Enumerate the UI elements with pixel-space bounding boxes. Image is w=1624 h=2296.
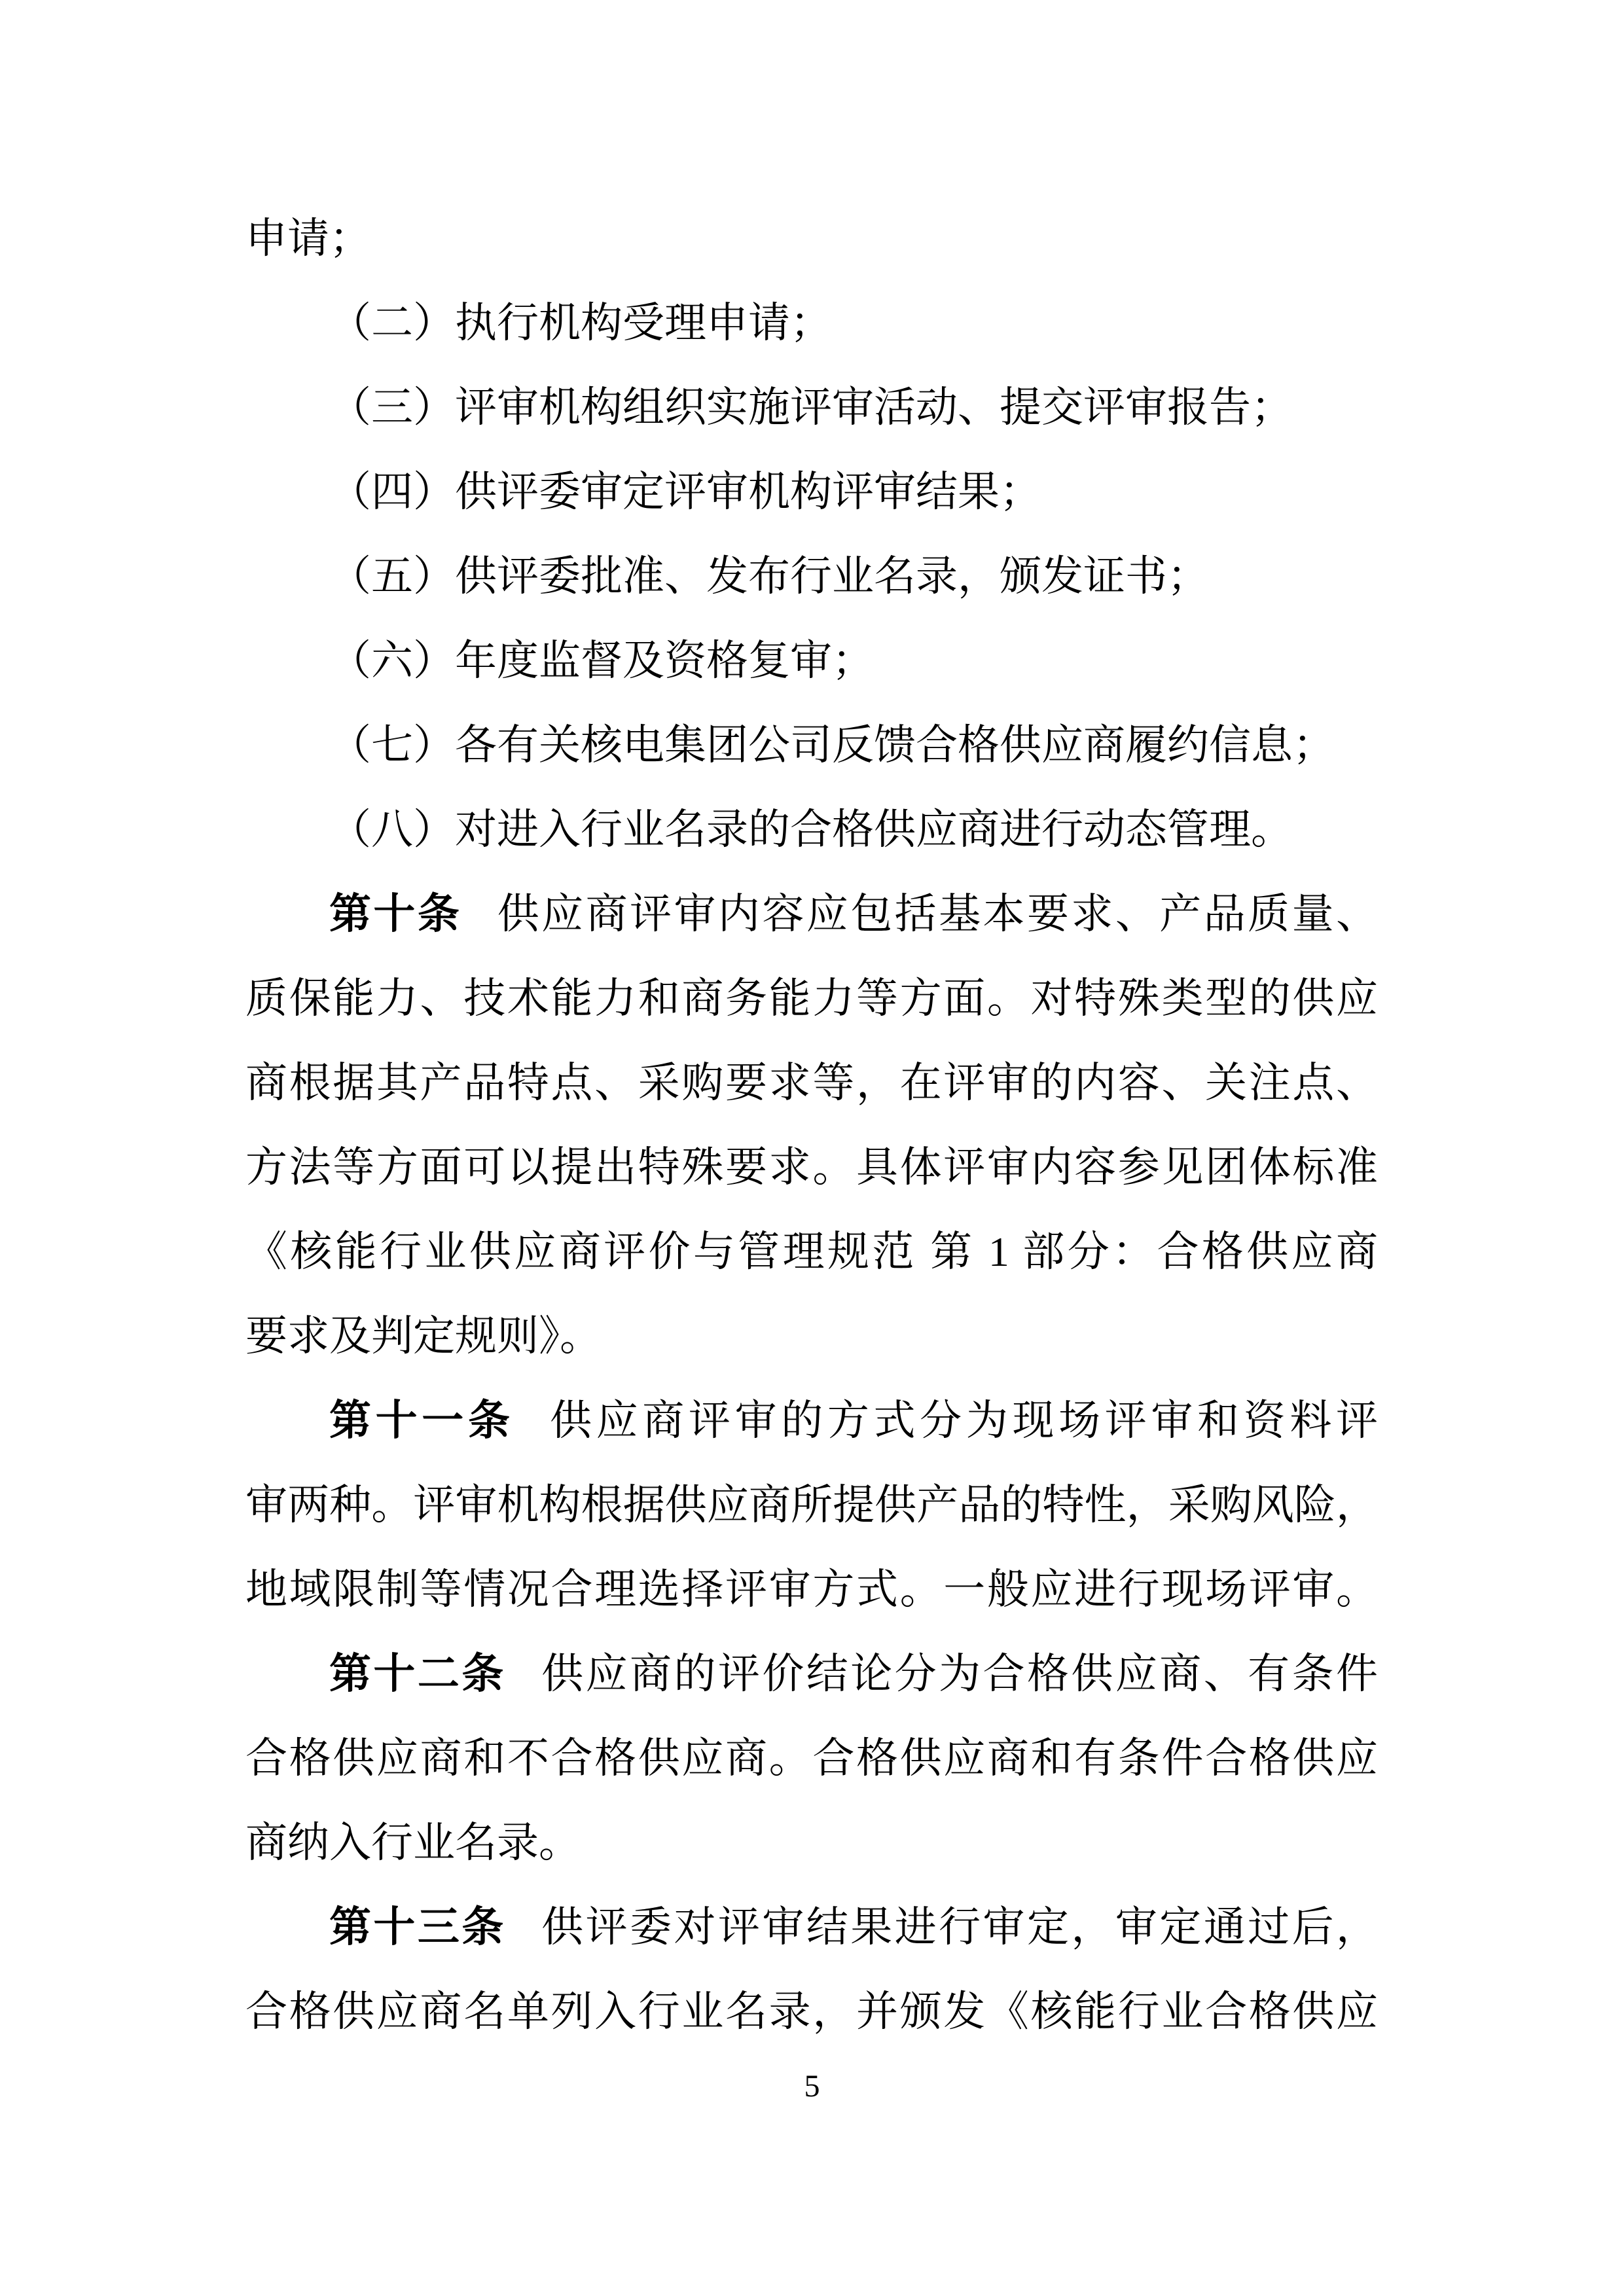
text-line-content: 地域限制等情况合理选择评审方式。一般应进行现场评审。 [245, 1566, 1378, 1613]
text-line-content: 供评委对评审结果进行审定，审定通过后， [541, 1904, 1379, 1950]
text-line [245, 1547, 1378, 1632]
text-line [245, 1294, 1378, 1378]
text-line [245, 1463, 1378, 1547]
text-line-content: 供应商的评价结论分为合格供应商、有条件 [541, 1651, 1379, 1697]
text-line-content: （七）各有关核电集团公司反馈合格供应商履约信息； [329, 722, 1335, 768]
text-line [245, 1210, 1378, 1294]
text-line-content: 方法等方面可以提出特殊要求。具体评审内容参见团体标准 [245, 1144, 1378, 1191]
text-line [245, 1801, 1378, 1885]
text-line [245, 1041, 1378, 1125]
text-line [245, 534, 1378, 619]
text-line [245, 450, 1378, 534]
text-line-content: 供应商评审内容应包括基本要求、产品质量、 [497, 891, 1378, 937]
text-line-content: 供应商评审的方式分为现场评审和资料评 [549, 1397, 1378, 1444]
text-line [245, 956, 1378, 1041]
text-line-content: 质保能力、技术能力和商务能力等方面。对特殊类型的供应 [245, 975, 1378, 1022]
text-line [245, 281, 1378, 365]
text-line-content: （二）执行机构受理申请； [329, 300, 832, 346]
text-line-content: 审两种。评审机构根据供应商所提供产品的特性，采购风险， [245, 1482, 1378, 1528]
text-line [245, 619, 1378, 703]
text-line-content: 申请； [245, 215, 371, 262]
text-line-content: 合格供应商名单列入行业名录，并颁发《核能行业合格供应 [245, 1988, 1378, 2035]
text-line-content: 要求及判定规则》。 [245, 1313, 602, 1359]
text-line-content: （五）供评委批准、发布行业名录，颁发证书； [329, 553, 1209, 600]
article-heading: 第十一条 [329, 1397, 514, 1444]
text-line-content: （四）供评委审定评审机构评审结果； [329, 469, 1041, 515]
text-line [245, 787, 1378, 872]
article-heading: 第十条 [329, 891, 462, 937]
text-line-content: 《核能行业供应商评价与管理规范 第 1 部分：合格供应商 [245, 1229, 1378, 1275]
text-line-content: （三）评审机构组织实施评审活动、提交评审报告； [329, 384, 1293, 431]
text-line [245, 1632, 1378, 1716]
text-line-content: 商根据其产品特点、采购要求等，在评审的内容、关注点、 [245, 1060, 1378, 1106]
text-line [245, 1716, 1378, 1801]
text-line [245, 1885, 1378, 1969]
text-line [245, 1125, 1378, 1210]
text-line [245, 703, 1378, 787]
document-body [245, 196, 1378, 2054]
text-line [245, 872, 1378, 956]
text-line [245, 1378, 1378, 1463]
text-line-content: （八）对进入行业名录的合格供应商进行动态管理。 [329, 806, 1293, 853]
text-line [245, 365, 1378, 450]
text-line [245, 1969, 1378, 2054]
text-line-content: 商纳入行业名录。 [245, 1820, 581, 1866]
text-line-content: （六）年度监督及资格复审； [329, 637, 874, 684]
text-line-content: 合格供应商和不合格供应商。合格供应商和有条件合格供应 [245, 1735, 1378, 1782]
text-line [245, 196, 1378, 281]
article-heading: 第十二条 [329, 1651, 506, 1697]
page-number: 5 [804, 2069, 820, 2104]
article-heading: 第十三条 [329, 1904, 506, 1950]
